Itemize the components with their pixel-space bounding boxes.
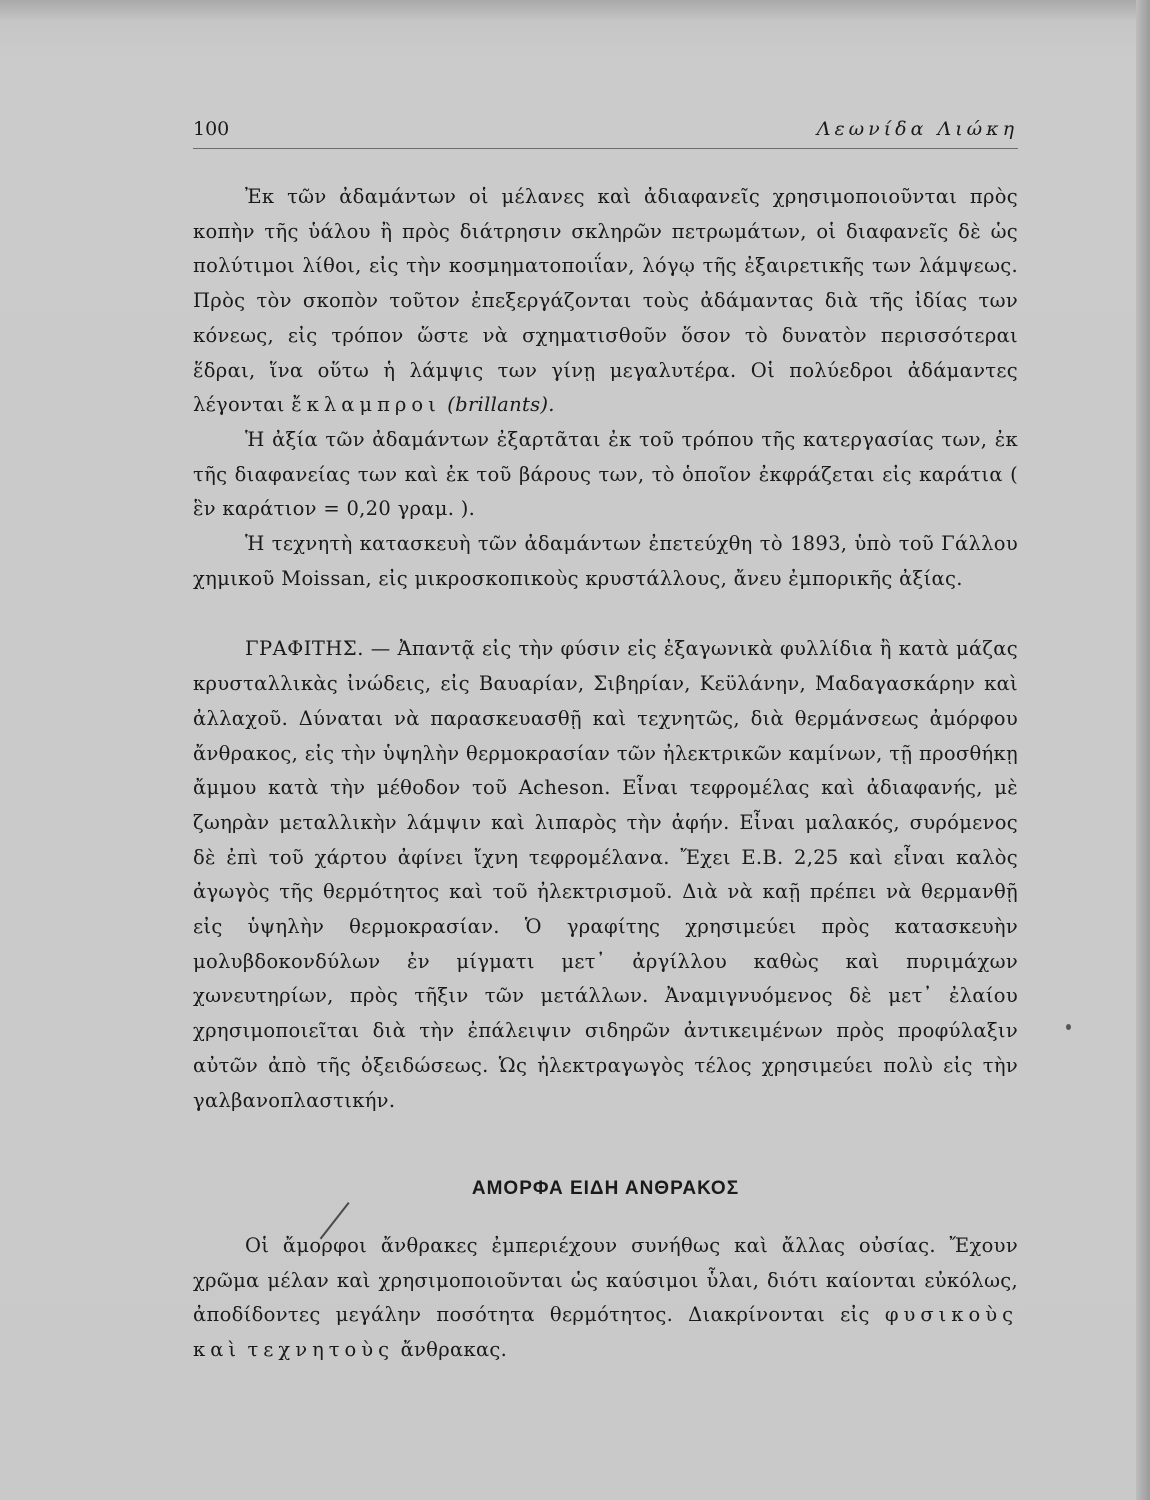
body-text (193, 180, 1018, 1368)
page-number: 100 (193, 118, 230, 140)
paragraph-diamonds-value: Ἡ ἀξία τῶν ἀδαμάντων ἐξαρτᾶται ἐκ τοῦ τρόπου τῆς κατεργασίας των, ἐκ τῆς διαφανείας των καὶ ἐκ τοῦ βάρους των, τὸ ὁποῖον ἐκφράζεται εἰς καράτια ( ἓν καράτιον = 0,20 γραμ. ). (193, 427, 1018, 521)
paragraph-graphite: ΓΡΑΦΙΤΗΣ. — Ἀπαντᾷ εἰς τὴν φύσιν εἰς ἑξαγωνικὰ φυλλίδια ἢ κατὰ μάζας κρυσταλλικὰς ἰνώδεις, εἰς Βαυαρίαν, Σιβηρίαν, Κεϋλάνην, Μαδαγασκάρην καὶ ἀλλαχοῦ. Δύναται νὰ παρασκευασθῇ καὶ τεχνητῶς, διὰ θερμάνσεως ἀμόρφου ἄνθρακος, εἰς τὴν ὑψηλὴν θερμοκρασίαν τῶν ἠλεκτρικῶν καμίνων, τῇ προσθήκῃ ἄμμου κατὰ τὴν μέθοδον τοῦ Acheson. Εἶναι τεφρομέλας καὶ ἀδιαφανής, μὲ ζωηρὰν μεταλλικὴν λάμψιν καὶ λιπαρὸς τὴν ἁφήν. Εἶναι μαλακός, συρόμενος δὲ ἐπὶ τοῦ χάρτου ἀφίνει ἴχνη τεφρομέλανα. Ἔχει Ε.Β. 2,25 καὶ εἶναι καλὸς ἀγωγὸς τῆς θερμότητος καὶ τοῦ ἠλεκτρισμοῦ. Διὰ νὰ καῇ πρέπει νὰ θερμανθῇ εἰς ὑψηλὴν θερμοκρασίαν. Ὁ γραφίτης χρησιμεύει πρὸς κατασκευὴν μολυβδοκονδύλων ἐν μίγματι μετ᾽ ἀργίλλου καθὼς καὶ πυριμάχων χωνευτηρίων, πρὸς τῆξιν τῶν μετάλλων. Ἀναμιγνυόμενος δὲ μετ᾽ ἐλαίου χρησιμοποιεῖται διὰ τὴν ἐπάλειψιν σιδηρῶν ἀντικειμένων πρὸς προφύλαξιν αὐτῶν ἀπὸ τῆς ὀξειδώσεως. Ὡς ἠλεκτραγωγὸς τέλος χρησιμεύει πολὺ εἰς τὴν γαλβανοπλαστικήν. (193, 637, 1018, 1112)
section-heading: ΑΜΟΡΦΑ ΕΙΔΗ ΑΝΘΡΑΚΟΣ (471, 1178, 740, 1200)
ink-speck (1066, 1024, 1071, 1030)
paragraph-amorphous-carbon: Οἱ ἄμορφοι ἄνθρακες ἐμπεριέχουν συνήθως καὶ ἄλλας οὐσίας. Ἔχουν χρῶμα μέλαν καὶ χρησιμοποιοῦνται ὡς καύσιμοι ὗλαι, διότι καίονται εὐκόλως, ἀποδίδοντες μεγάλην ποσότητα θερμότητος. Διακρίνονται εἰς φυσικοὺς καὶ τεχνητοὺς ἄνθρακας. (193, 1233, 1019, 1362)
paragraph-diamonds-synthesis: Ἡ τεχνητὴ κατασκευὴ τῶν ἀδαμάντων ἐπετεύχθη τὸ 1893, ὑπὸ τοῦ Γάλλου χημικοῦ Moissan, εἰς μικροσκοπικοὺς κρυστάλλους, ἄνευ ἐμπορικῆς ἀξίας. (193, 532, 1018, 590)
page-edge (1136, 0, 1150, 1500)
spacer (193, 596, 1018, 632)
graphite-lead-term: ΓΡΑΦΙΤΗΣ. (245, 637, 364, 661)
term-artificial: τεχνητοὺς (247, 1338, 395, 1362)
header-rule (193, 148, 1018, 149)
term-brillants: (brillants). (447, 393, 555, 417)
term-natural: φυσικοὺς (884, 1303, 1019, 1327)
paragraph-diamonds-use: Ἐκ τῶν ἀδαμάντων οἱ μέλανες καὶ ἀδιαφανεῖς χρησιμοποιοῦνται πρὸς κοπὴν τῆς ὑάλου ἢ πρὸς διάτρησιν σκληρῶν πετρωμάτων, οἱ διαφανεῖς δὲ ὡς πολύτιμοι λίθοι, εἰς τὴν κοσμηματοποιΐαν, λόγῳ τῆς ἐξαιρετικῆς των λάμψεως. Πρὸς τὸν σκοπὸν τοῦτον ἐπεξεργάζονται τοὺς ἀδάμαντας διὰ τῆς ἰδίας των κόνεως, εἰς τρόπον ὥστε νὰ σχηματισθοῦν ὅσον τὸ δυνατὸν περισσότεραι ἕδραι, ἵνα οὕτω ἡ λάμψις των γίνῃ μεγαλυτέρα. Οἱ πολύεδροι ἀδάμαντες λέγονται ἔκλαμπροι (brillants). (193, 185, 1018, 417)
term-eklamproi: ἔκλαμπροι (291, 393, 441, 417)
spacer (193, 1118, 1018, 1154)
page-header (193, 118, 1018, 148)
term-and: καὶ (193, 1338, 242, 1362)
running-head: Λεωνίδα Λιώκη (816, 118, 1018, 140)
